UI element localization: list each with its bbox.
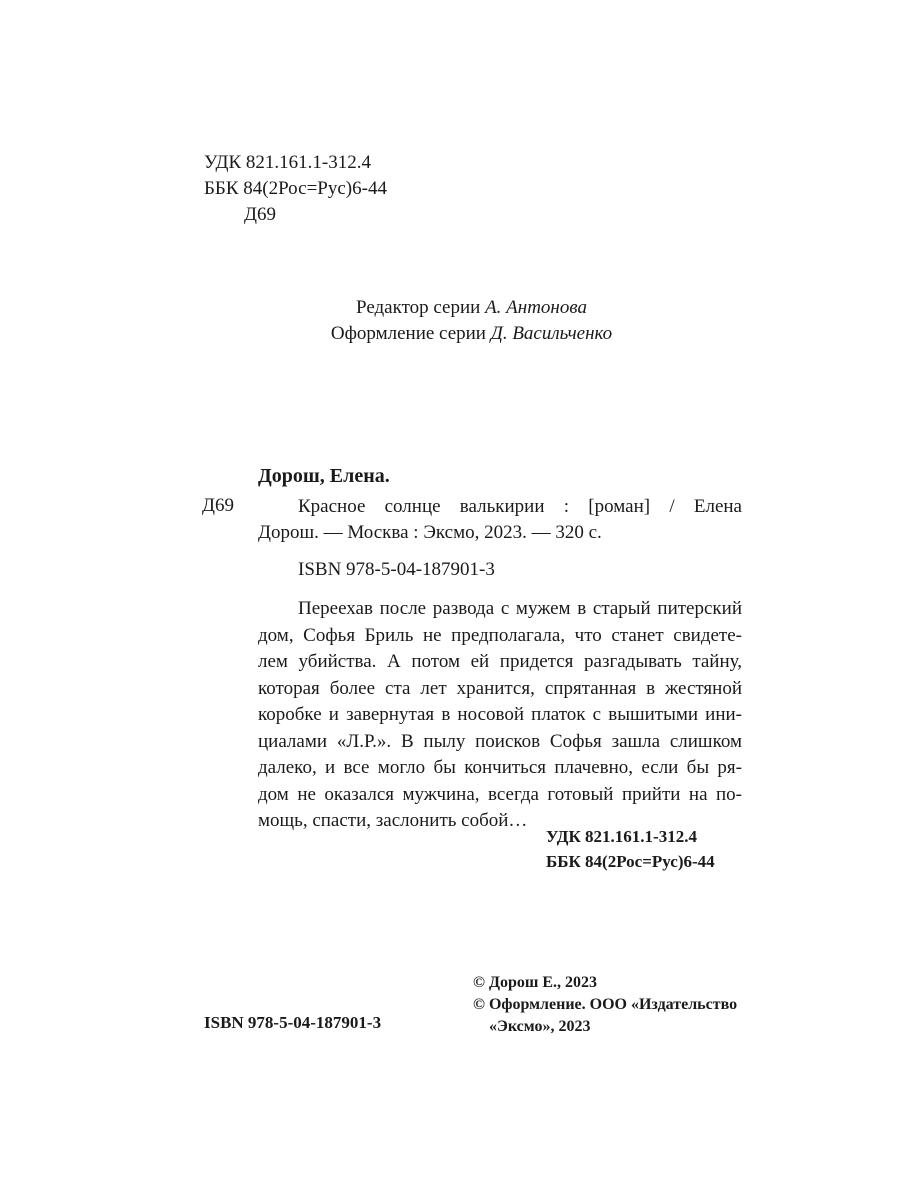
annotation-line: мощь, спасти, заслонить собой… <box>258 810 528 831</box>
author-heading: Дорош, Елена. <box>258 465 390 487</box>
copyright-design-line-1: © Оформление. ООО «Издательство <box>473 996 738 1013</box>
annotation-line: коробке и завернутая в носовой платок с вышитыми ини- <box>258 704 742 725</box>
bbk-code-top: ББК 84(2Рос=Рус)6-44 <box>204 178 387 199</box>
annotation-line: далеко, и все могло бы кончиться плачевно, если бы ря- <box>258 757 742 778</box>
annotation-line: дом не оказался мужчина, всегда готовый прийти на по- <box>258 783 742 805</box>
annotation-line: Переехав после развода с мужем в старый питерский <box>298 598 742 619</box>
series-editor-label: Редактор серии <box>356 297 481 318</box>
author-sign-top: Д69 <box>244 204 276 225</box>
series-editor-credit <box>0 296 900 320</box>
udk-code-bottom: УДК 821.161.1-312.4 <box>546 827 697 846</box>
bbk-code-bottom: ББК 84(2Рос=Рус)6-44 <box>546 852 715 871</box>
annotation-line: лем убийства. А потом ей придется разгадывать тайну, <box>258 651 742 672</box>
bibliographic-line-2: Дорош. — Москва : Эксмо, 2023. — 320 с. <box>258 522 602 543</box>
bibliographic-record <box>258 494 742 546</box>
annotation-line: которая более ста лет хранится, спрятанная в жестяной <box>258 677 742 699</box>
series-editor-name: А. Антонова <box>485 297 587 318</box>
series-design-label: Оформление серии <box>330 323 486 344</box>
bibliographic-line-1: Красное солнце валькирии : [роман] / Елена <box>298 496 742 517</box>
series-design-name: Д. Васильченко <box>490 323 613 344</box>
author-sign: Д69 <box>202 495 234 516</box>
isbn-footer: ISBN 978-5-04-187901-3 <box>204 1013 382 1032</box>
copyright-notice <box>473 972 737 1038</box>
annotation-line: дом, Софья Бриль не предполагала, что станет свидете- <box>258 624 742 646</box>
annotation-line: циалами «Л.Р.». В пылу поисков Софья зашла слишком <box>258 730 742 752</box>
annotation <box>258 596 742 835</box>
copyright-author: © Дорош Е., 2023 <box>473 974 598 991</box>
isbn-record: ISBN 978-5-04-187901-3 <box>298 559 495 580</box>
udk-code-top: УДК 821.161.1-312.4 <box>204 152 371 173</box>
copyright-design-line-2: «Эксмо», 2023 <box>489 1018 591 1035</box>
series-design-credit <box>0 322 900 346</box>
